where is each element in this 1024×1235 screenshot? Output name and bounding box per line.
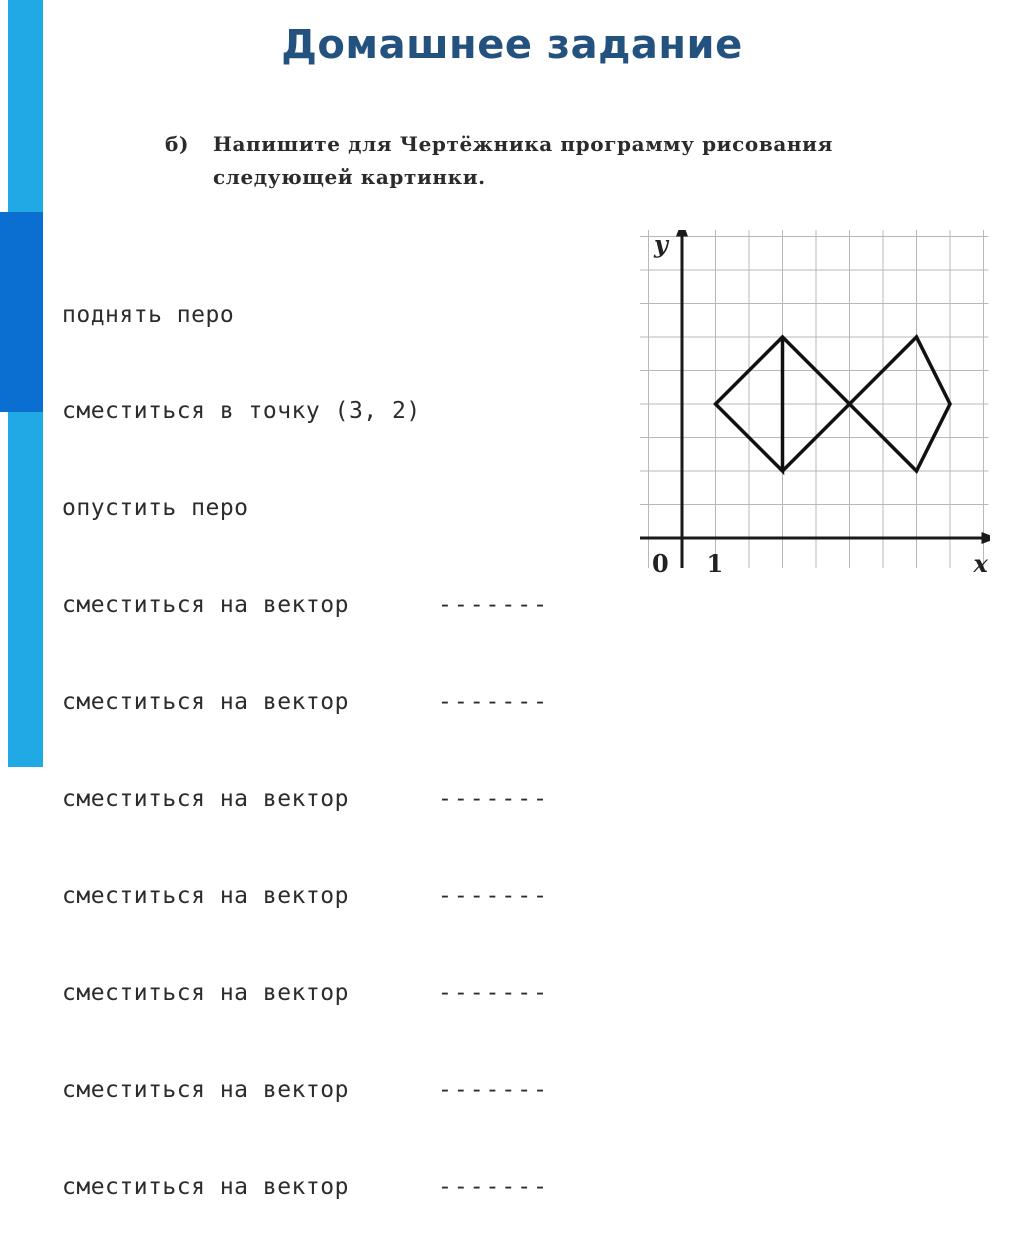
program-line [62, 299, 421, 331]
x-axis-arrow [982, 532, 991, 544]
answer-blank: ------- [438, 689, 549, 716]
program-line [62, 977, 549, 1009]
answer-blank: ------- [438, 979, 549, 1006]
program-line [62, 395, 421, 427]
origin-label: 0 [652, 549, 669, 578]
program-line [62, 1171, 549, 1203]
program-line-text: сместиться на вектор [62, 979, 349, 1006]
task-text [165, 128, 1005, 194]
program-line-text: поднять перо [62, 301, 235, 328]
task-letter: б) [165, 132, 190, 156]
program-line-text: сместиться на вектор [62, 786, 349, 813]
program-line [62, 492, 421, 524]
y-axis-label: y [654, 230, 668, 259]
answer-blank: ------- [438, 786, 549, 813]
program-line [62, 1074, 549, 1106]
program-line [62, 880, 549, 912]
grid-lines [640, 230, 989, 568]
program-line-text: сместиться на вектор [62, 1076, 349, 1103]
program-line-text: сместиться на вектор [62, 882, 349, 909]
task-line-1 [165, 128, 1005, 161]
answer-blank: ------- [438, 592, 549, 619]
program-listing [62, 234, 549, 1235]
fish-figure [640, 230, 990, 580]
y-axis-arrow [676, 230, 688, 237]
answer-blank: ------- [438, 882, 549, 909]
slide-title: Домашнее задание [281, 22, 743, 68]
task-line-1-text: Напишите для Чертёжника программу рисования [213, 132, 833, 156]
program-line [62, 686, 549, 718]
program-line-text: сместиться на вектор [62, 592, 349, 619]
answer-blank: ------- [438, 1173, 549, 1200]
x-tick-label-1: 1 [706, 549, 724, 578]
program-line-text: сместиться в точку (3, 2) [62, 398, 421, 425]
program-line-text: опустить перо [62, 495, 249, 522]
x-axis-label: x [973, 549, 988, 578]
program-line [62, 589, 549, 621]
program-line-text: сместиться на вектор [62, 689, 349, 716]
task-line-2: следующей картинки. [213, 165, 486, 189]
sidebar-dark-block [0, 212, 43, 412]
answer-blank: ------- [438, 1076, 549, 1103]
program-line [62, 783, 549, 815]
program-line-text: сместиться на вектор [62, 1173, 349, 1200]
